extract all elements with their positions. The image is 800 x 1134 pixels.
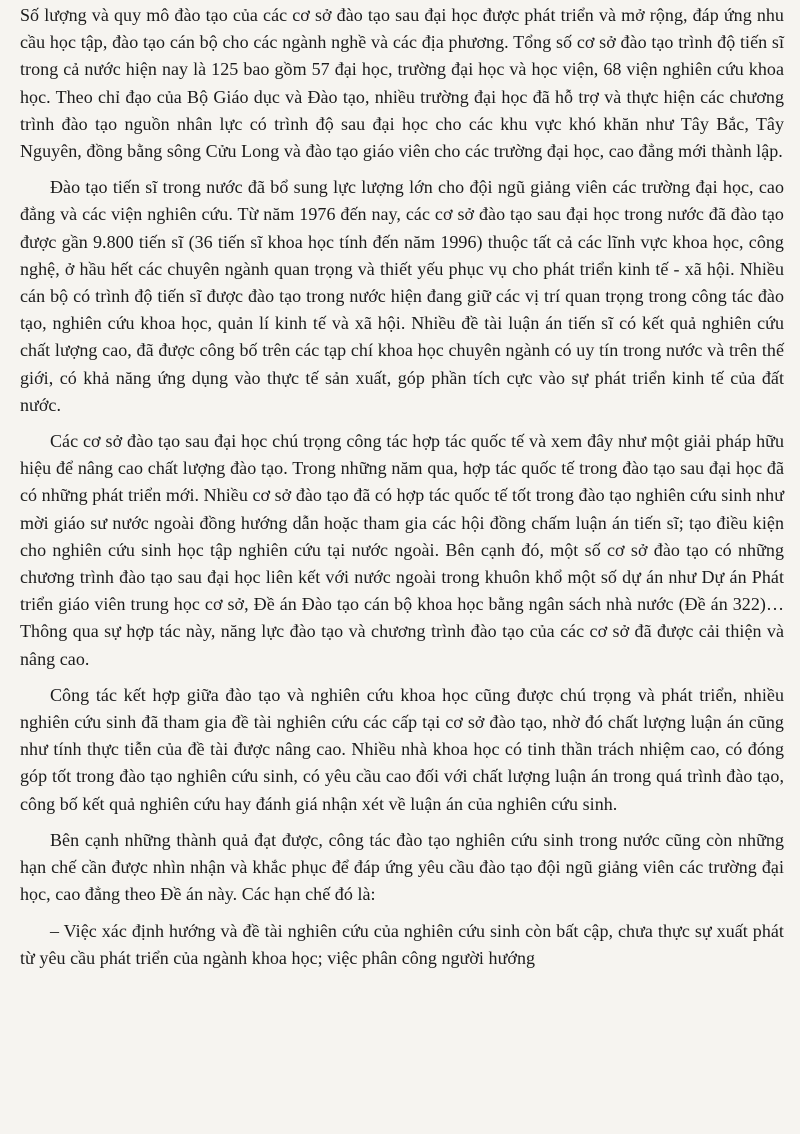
paragraph-6: – Việc xác định hướng và đề tài nghiên cứu của nghiên cứu sinh còn bất cập, chưa thực sự xuất phát từ yêu cầu phát triển của ngành khoa học; việc phân công người hướng: [20, 920, 784, 968]
paragraph-1: Số lượng và quy mô đào tạo của các cơ sở đào tạo sau đại học được phát triển và mở rộng, đáp ứng nhu cầu học tập, đào tạo cán bộ cho các ngành nghề và các địa phương. Tổng số cơ sở đào tạo trình độ tiến sĩ trong cả nước hiện nay là 125 bao gồm 57 đại học, trường đại học và học viện, 68 viện nghiên cứu khoa học. Theo chỉ đạo của Bộ Giáo dục và Đào tạo, nhiều trường đại học đã hỗ trợ và thực hiện các chương trình đào tạo nguồn nhân lực có trình độ sau đại học cho các khu vực khó khăn như Tây Bắc, Tây Nguyên, đồng bằng sông Cửu Long và đào tạo giáo viên cho các trường đại học, cao đẳng mới thành lập.: [20, 5, 784, 162]
paragraph-4: Công tác kết hợp giữa đào tạo và nghiên cứu khoa học cũng được chú trọng và phát triển, nhiều nghiên cứu sinh đã tham gia đề tài nghiên cứu các cấp tại cơ sở đào tạo, nhờ đó chất lượng luận án cũng như tính thực tiễn của đề tài được nâng cao. Nhiều nhà khoa học có tinh thần trách nhiệm cao, có đóng góp tốt trong đào tạo nghiên cứu sinh, có yêu cầu cao đối với chất lượng luận án trong quá trình đào tạo, công bố kết quả nghiên cứu hay đánh giá nhận xét về luận án của nghiên cứu sinh.: [20, 684, 784, 814]
paragraph-3: Các cơ sở đào tạo sau đại học chú trọng công tác hợp tác quốc tế và xem đây như một giải pháp hữu hiệu để nâng cao chất lượng đào tạo. Trong những năm qua, hợp tác quốc tế trong đào tạo sau đại học đã có những phát triển mới. Nhiều cơ sở đào tạo đã có hợp tác quốc tế tốt trong đào tạo nghiên cứu sinh như mời giáo sư nước ngoài đồng hướng dẫn hoặc tham gia các hội đồng chấm luận án tiến sĩ; tạo điều kiện cho nghiên cứu sinh học tập nghiên cứu tại nước ngoài. Bên cạnh đó, một số cơ sở đào tạo có những chương trình đào tạo sau đại học liên kết với nước ngoài trong khuôn khổ một số dự án như Dự án Phát triển giáo viên trung học cơ sở, Đề án Đào tạo cán bộ khoa học bằng ngân sách nhà nước (Đề án 322)… Thông qua sự hợp tác này, năng lực đào tạo và chương trình đào tạo của các cơ sở đã được cải thiện và nâng cao.: [20, 431, 784, 669]
paragraph-5: Bên cạnh những thành quả đạt được, công tác đào tạo nghiên cứu sinh trong nước cũng còn những hạn chế cần được nhìn nhận và khắc phục để đáp ứng yêu cầu đào tạo đội ngũ giảng viên các trường đại học, cao đẳng theo Đề án này. Các hạn chế đó là:: [20, 829, 784, 905]
paragraph-2: Đào tạo tiến sĩ trong nước đã bổ sung lực lượng lớn cho đội ngũ giảng viên các trường đại học, cao đẳng và các viện nghiên cứu. Từ năm 1976 đến nay, các cơ sở đào tạo sau đại học trong nước đã đào tạo được gần 9.800 tiến sĩ (36 tiến sĩ khoa học tính đến năm 1996) thuộc tất cả các lĩnh vực khoa học, công nghệ, ở hầu hết các chuyên ngành quan trọng và thiết yếu phục vụ cho phát triển kinh tế - xã hội. Nhiều cán bộ có trình độ tiến sĩ được đào tạo trong nước hiện đang giữ các vị trí quan trọng trong công tác đào tạo, nghiên cứu khoa học, quản lí kinh tế và xã hội. Nhiều đề tài luận án tiến sĩ có kết quả nghiên cứu chất lượng cao, đã được công bố trên các tạp chí khoa học chuyên ngành có uy tín trong nước và trên thế giới, có khả năng ứng dụng vào thực tế sản xuất, góp phần tích cực vào sự phát triển kinh tế của đất nước.: [20, 177, 784, 415]
